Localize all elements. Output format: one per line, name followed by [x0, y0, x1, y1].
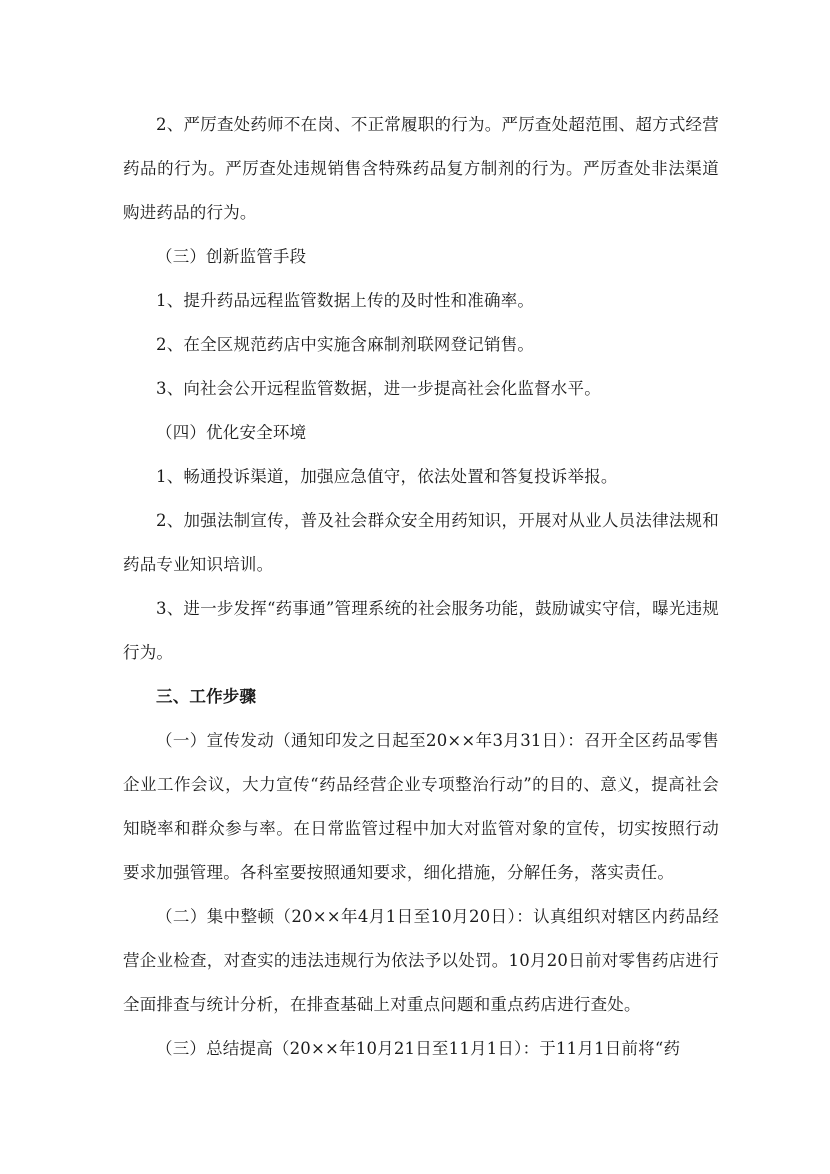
paragraph: （一）宣传发动（通知印发之日起至20××年3月31日）：召开全区药品零售企业工作会议，大力宣传“药品经营企业专项整治行动”的目的、意义，提高社会知晓率和群众参与率。在日常监管过程中加大对监管对象的宣传，切实按照行动要求加强管理。各科室要按照通知要求，细化措施，分解任务，落实责任。 [123, 731, 719, 882]
paragraph: 1、畅通投诉渠道，加强应急值守，依法处置和答复投诉举报。 [156, 467, 618, 486]
section-heading: 三、工作步骤 [156, 687, 257, 706]
subsection-title: （四）优化安全环境 [156, 423, 307, 442]
paragraph: （二）集中整顿（20××年4月1日至10月20日）：认真组织对辖区内药品经营企业检查，对查实的违法违规行为依法予以处罚。10月20日前对零售药店进行全面排查与统计分析，在排查基础上对重点问题和重点药店进行查处。 [123, 907, 719, 1014]
paragraph: 2、在全区规范药店中实施含麻制剂联网登记销售。 [156, 335, 535, 354]
paragraph: 2、严厉查处药师不在岗、不正常履职的行为。严厉查处超范围、超方式经营药品的行为。严厉查处违规销售含特殊药品复方制剂的行为。严厉查处非法渠道购进药品的行为。 [123, 115, 719, 222]
paragraph: 3、向社会公开远程监管数据，进一步提高社会化监督水平。 [156, 379, 601, 398]
subsection-title: （三）创新监管手段 [156, 247, 307, 266]
paragraph: 3、进一步发挥“药事通”管理系统的社会服务功能，鼓励诚实守信，曝光违规行为。 [123, 599, 719, 662]
document-body [123, 103, 719, 1071]
paragraph: 2、加强法制宣传，普及社会群众安全用药知识，开展对从业人员法律法规和药品专业知识培训。 [123, 511, 719, 574]
paragraph: （三）总结提高（20××年10月21日至11月1日）：于11月1日前将“药 [156, 1039, 681, 1058]
paragraph: 1、提升药品远程监管数据上传的及时性和准确率。 [156, 291, 535, 310]
